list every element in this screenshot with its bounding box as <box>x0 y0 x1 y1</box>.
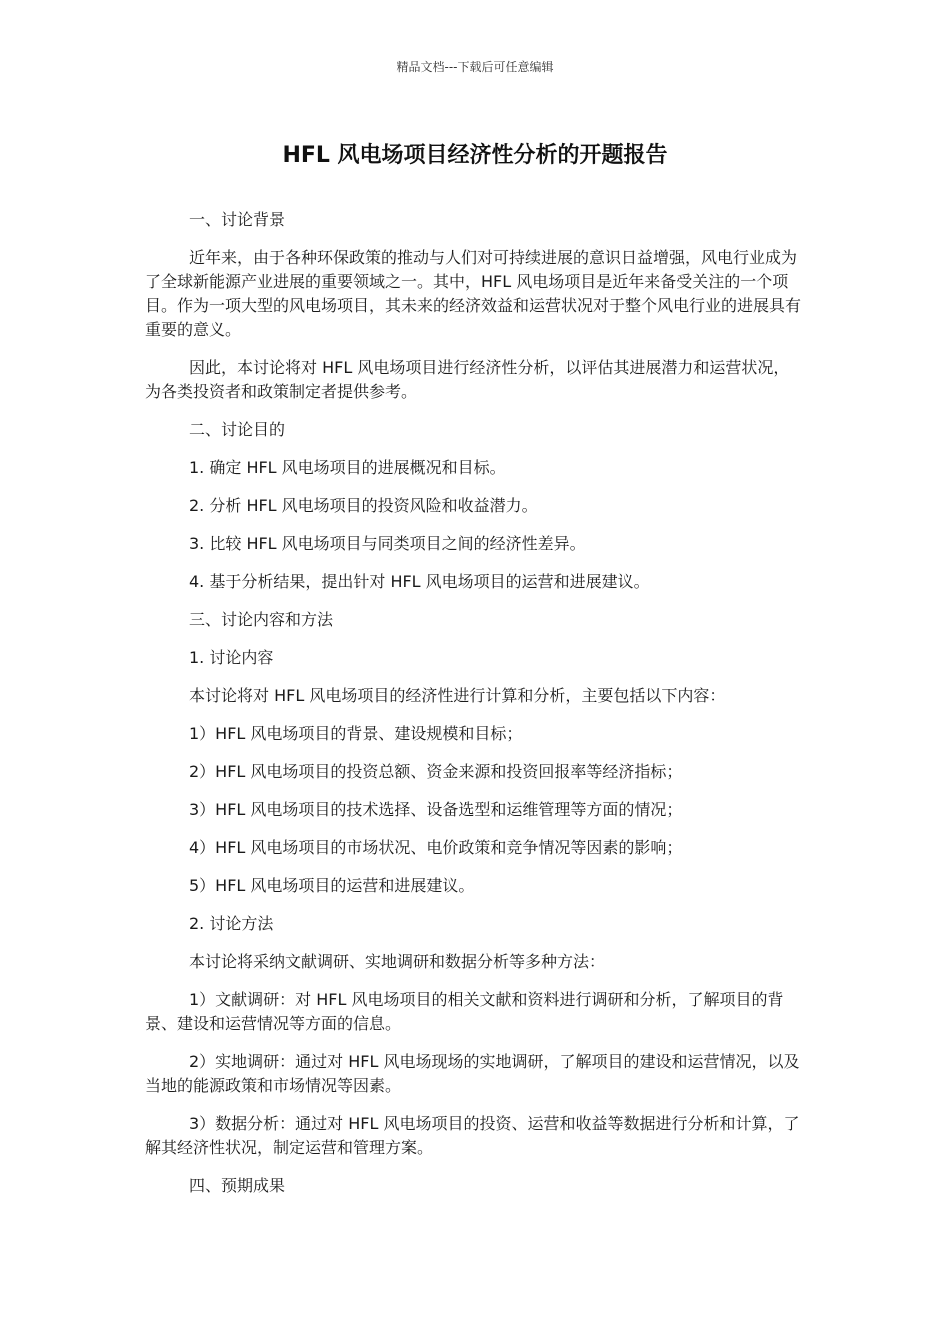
content-item: 2）HFL 风电场项目的投资总额、资金来源和投资回报率等经济指标； <box>189 762 683 781</box>
method-item: 3）数据分析：通过对 HFL 风电场项目的投资、运营和收益等数据进行分析和计算，了解其经济性状况，制定运营和管理方案。 <box>145 1114 800 1157</box>
header-note: 精品文档---下载后可任意编辑 <box>396 60 554 74</box>
content-item: 5）HFL 风电场项目的运营和进展建议。 <box>189 876 475 895</box>
objective-item: 4. 基于分析结果，提出针对 HFL 风电场项目的运营和进展建议。 <box>189 572 650 591</box>
subheading-content: 1. 讨论内容 <box>189 648 274 667</box>
document-title: HFL 风电场项目经济性分析的开题报告 <box>282 143 668 168</box>
method-item: 1）文献调研：对 HFL 风电场项目的相关文献和资料进行调研和分析，了解项目的背景、建设和运营情况等方面的信息。 <box>145 990 784 1033</box>
objective-item: 1. 确定 HFL 风电场项目的进展概况和目标。 <box>189 458 506 477</box>
section-heading-expected-results: 四、预期成果 <box>189 1176 286 1195</box>
objective-item: 2. 分析 HFL 风电场项目的投资风险和收益潜力。 <box>189 496 538 515</box>
paragraph-content-intro: 本讨论将对 HFL 风电场项目的经济性进行计算和分析，主要包括以下内容： <box>189 686 726 705</box>
content-item: 1）HFL 风电场项目的背景、建设规模和目标； <box>189 724 523 743</box>
paragraph-methods-intro: 本讨论将采纳文献调研、实地调研和数据分析等多种方法： <box>189 952 606 971</box>
section-heading-objectives: 二、讨论目的 <box>189 420 286 439</box>
subheading-methods: 2. 讨论方法 <box>189 914 274 933</box>
document-body <box>145 208 805 1212</box>
section-heading-content-methods: 三、讨论内容和方法 <box>189 610 334 629</box>
section-heading-background: 一、讨论背景 <box>189 210 286 229</box>
content-item: 4）HFL 风电场项目的市场状况、电价政策和竞争情况等因素的影响； <box>189 838 683 857</box>
method-item: 2）实地调研：通过对 HFL 风电场现场的实地调研，了解项目的建设和运营情况，以及当地的能源政策和市场情况等因素。 <box>145 1052 800 1095</box>
objective-item: 3. 比较 HFL 风电场项目与同类项目之间的经济性差异。 <box>189 534 586 553</box>
paragraph-purpose-intro: 因此，本讨论将对 HFL 风电场项目进行经济性分析，以评估其进展潜力和运营状况，为各类投资者和政策制定者提供参考。 <box>145 358 790 401</box>
paragraph-background: 近年来，由于各种环保政策的推动与人们对可持续进展的意识日益增强，风电行业成为了全球新能源产业进展的重要领域之一。其中，HFL 风电场项目是近年来备受关注的一个项目。作为一项大型的风电场项目，其未来的经济效益和运营状况对于整个风电行业的进展具有重要的意义。 <box>145 248 802 339</box>
content-item: 3）HFL 风电场项目的技术选择、设备选型和运维管理等方面的情况； <box>189 800 683 819</box>
